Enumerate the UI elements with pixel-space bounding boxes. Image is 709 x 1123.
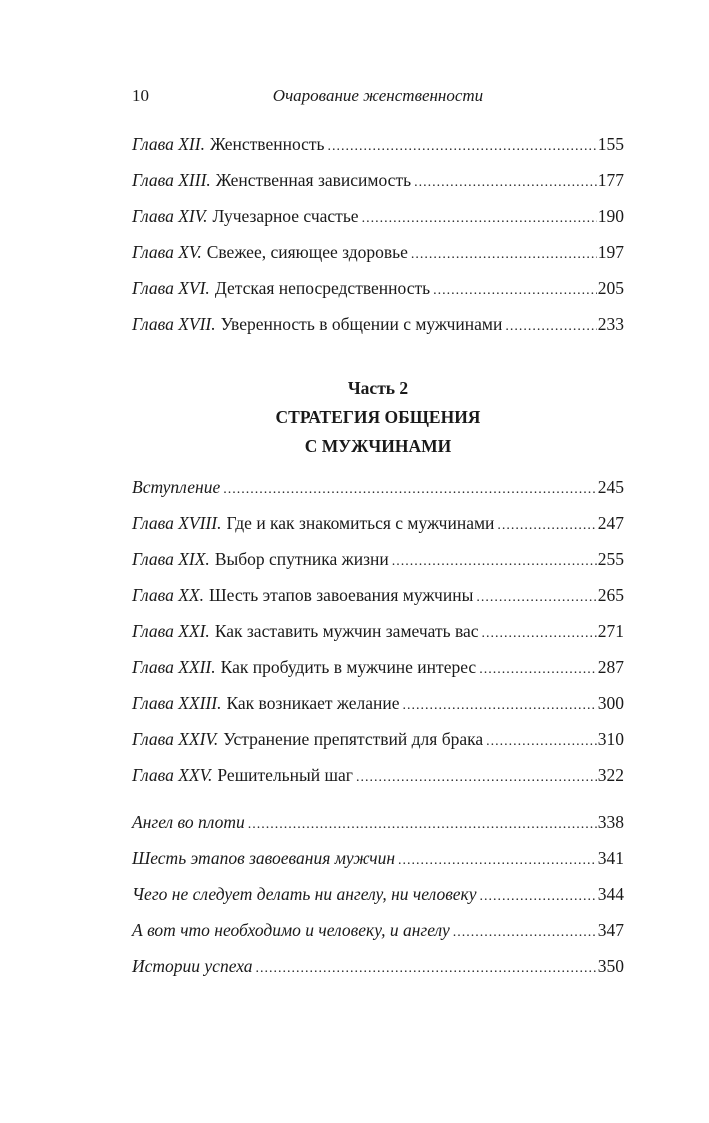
toc-entry[interactable] — [132, 621, 624, 657]
chapter-label: Глава XIX. — [132, 549, 210, 569]
toc-entry[interactable] — [132, 242, 624, 278]
chapter-page: 245 — [597, 477, 624, 497]
chapter-title: Детская непосредственность — [214, 278, 431, 298]
chapter-label: Глава XVIII. — [132, 513, 222, 533]
toc-appendix — [132, 812, 624, 992]
chapter-page: 322 — [597, 765, 624, 785]
chapter-page: 197 — [597, 242, 624, 262]
toc-entry[interactable] — [132, 549, 624, 585]
chapter-label: Глава XIII. — [132, 170, 211, 190]
chapter-label: Глава XXIV. — [132, 729, 219, 749]
appendix-page: 347 — [597, 920, 624, 940]
toc-entry[interactable] — [132, 812, 624, 848]
part-title-line1: СТРАТЕГИЯ ОБЩЕНИЯ — [275, 407, 481, 427]
dot-leader — [433, 283, 597, 299]
chapter-title: Устранение препятствий для брака — [223, 729, 484, 749]
toc-entry[interactable] — [132, 920, 624, 956]
part-heading — [132, 374, 624, 461]
chapter-label: Глава XXV. — [132, 765, 213, 785]
toc-entry[interactable] — [132, 956, 624, 992]
chapter-title: Где и как знакомиться с мужчинами — [226, 513, 495, 533]
dot-leader — [392, 554, 597, 570]
chapter-label: Глава XXI. — [132, 621, 210, 641]
chapter-page: 233 — [597, 314, 624, 334]
chapter-title: Лучезарное счастье — [212, 206, 359, 226]
chapter-label: Глава XXIII. — [132, 693, 222, 713]
chapter-label: Глава XXII. — [132, 657, 216, 677]
chapter-title: Выбор спутника жизни — [214, 549, 389, 569]
appendix-page: 344 — [597, 884, 624, 904]
chapter-title: Вступление — [132, 477, 221, 497]
dot-leader — [223, 482, 597, 498]
appendix-title: Ангел во плоти — [132, 812, 245, 832]
dot-leader — [505, 319, 596, 335]
toc-entry[interactable] — [132, 134, 624, 170]
dot-leader — [248, 817, 597, 833]
chapter-page: 255 — [597, 549, 624, 569]
chapter-page: 205 — [597, 278, 624, 298]
chapter-title: Женственность — [209, 134, 325, 154]
dot-leader — [362, 211, 597, 227]
toc-part1-chapters — [132, 134, 624, 350]
chapter-page: 265 — [597, 585, 624, 605]
chapter-title: Как возникает желание — [226, 693, 400, 713]
part-label: Часть 2 — [347, 378, 409, 398]
toc-entry[interactable] — [132, 585, 624, 621]
toc-entry[interactable] — [132, 693, 624, 729]
chapter-title: Женственная зависимость — [215, 170, 412, 190]
dot-leader — [356, 770, 597, 786]
chapter-label: Глава XX. — [132, 585, 204, 605]
toc-entry[interactable] — [132, 206, 624, 242]
chapter-label: Глава XV. — [132, 242, 202, 262]
dot-leader — [414, 175, 597, 191]
page-number: 10 — [132, 86, 149, 105]
chapter-page: 247 — [597, 513, 624, 533]
toc-entry[interactable] — [132, 884, 624, 920]
chapter-page: 310 — [597, 729, 624, 749]
appendix-title: Чего не следует делать ни ангелу, ни человеку — [132, 884, 477, 904]
chapter-label: Глава XVI. — [132, 278, 210, 298]
chapter-label: Глава XII. — [132, 134, 205, 154]
toc-entry[interactable] — [132, 170, 624, 206]
chapter-page: 190 — [597, 206, 624, 226]
toc-part2-chapters — [132, 477, 624, 801]
appendix-title: Истории успеха — [132, 956, 253, 976]
dot-leader — [480, 889, 597, 905]
chapter-page: 155 — [597, 134, 624, 154]
dot-leader — [411, 247, 597, 263]
toc-entry[interactable] — [132, 314, 624, 350]
dot-leader — [482, 626, 597, 642]
dot-leader — [486, 734, 597, 750]
part-title-line2: С МУЖЧИНАМИ — [304, 436, 452, 456]
appendix-page: 341 — [597, 848, 624, 868]
chapter-title: Решительный шаг — [217, 765, 353, 785]
dot-leader — [476, 590, 596, 606]
dot-leader — [403, 698, 597, 714]
running-title: Очарование женственности — [272, 86, 484, 105]
chapter-title: Как пробудить в мужчине интерес — [220, 657, 477, 677]
toc-entry[interactable] — [132, 477, 624, 513]
toc-entry[interactable] — [132, 848, 624, 884]
toc-entry[interactable] — [132, 657, 624, 693]
toc-entry[interactable] — [132, 729, 624, 765]
chapter-page: 177 — [597, 170, 624, 190]
chapter-title: Как заставить мужчин замечать вас — [214, 621, 479, 641]
appendix-title: А вот что необходимо и человеку, и ангелу — [132, 920, 450, 940]
toc-entry[interactable] — [132, 278, 624, 314]
chapter-title: Уверенность в общении с мужчинами — [220, 314, 503, 334]
dot-leader — [398, 853, 597, 869]
appendix-page: 350 — [597, 956, 624, 976]
dot-leader — [497, 518, 596, 534]
appendix-title: Шесть этапов завоевания мужчин — [132, 848, 396, 868]
chapter-title: Шесть этапов завоевания мужчины — [208, 585, 474, 605]
chapter-label: Глава XVII. — [132, 314, 216, 334]
dot-leader — [479, 662, 597, 678]
chapter-page: 287 — [597, 657, 624, 677]
dot-leader — [256, 961, 597, 977]
chapter-title: Свежее, сияющее здоровье — [206, 242, 408, 262]
toc-entry[interactable] — [132, 765, 624, 801]
page-header — [132, 86, 624, 110]
chapter-page: 271 — [597, 621, 624, 641]
toc-entry[interactable] — [132, 513, 624, 549]
appendix-page: 338 — [597, 812, 624, 832]
chapter-page: 300 — [597, 693, 624, 713]
dot-leader — [328, 139, 597, 155]
chapter-label: Глава XIV. — [132, 206, 208, 226]
dot-leader — [453, 925, 597, 941]
